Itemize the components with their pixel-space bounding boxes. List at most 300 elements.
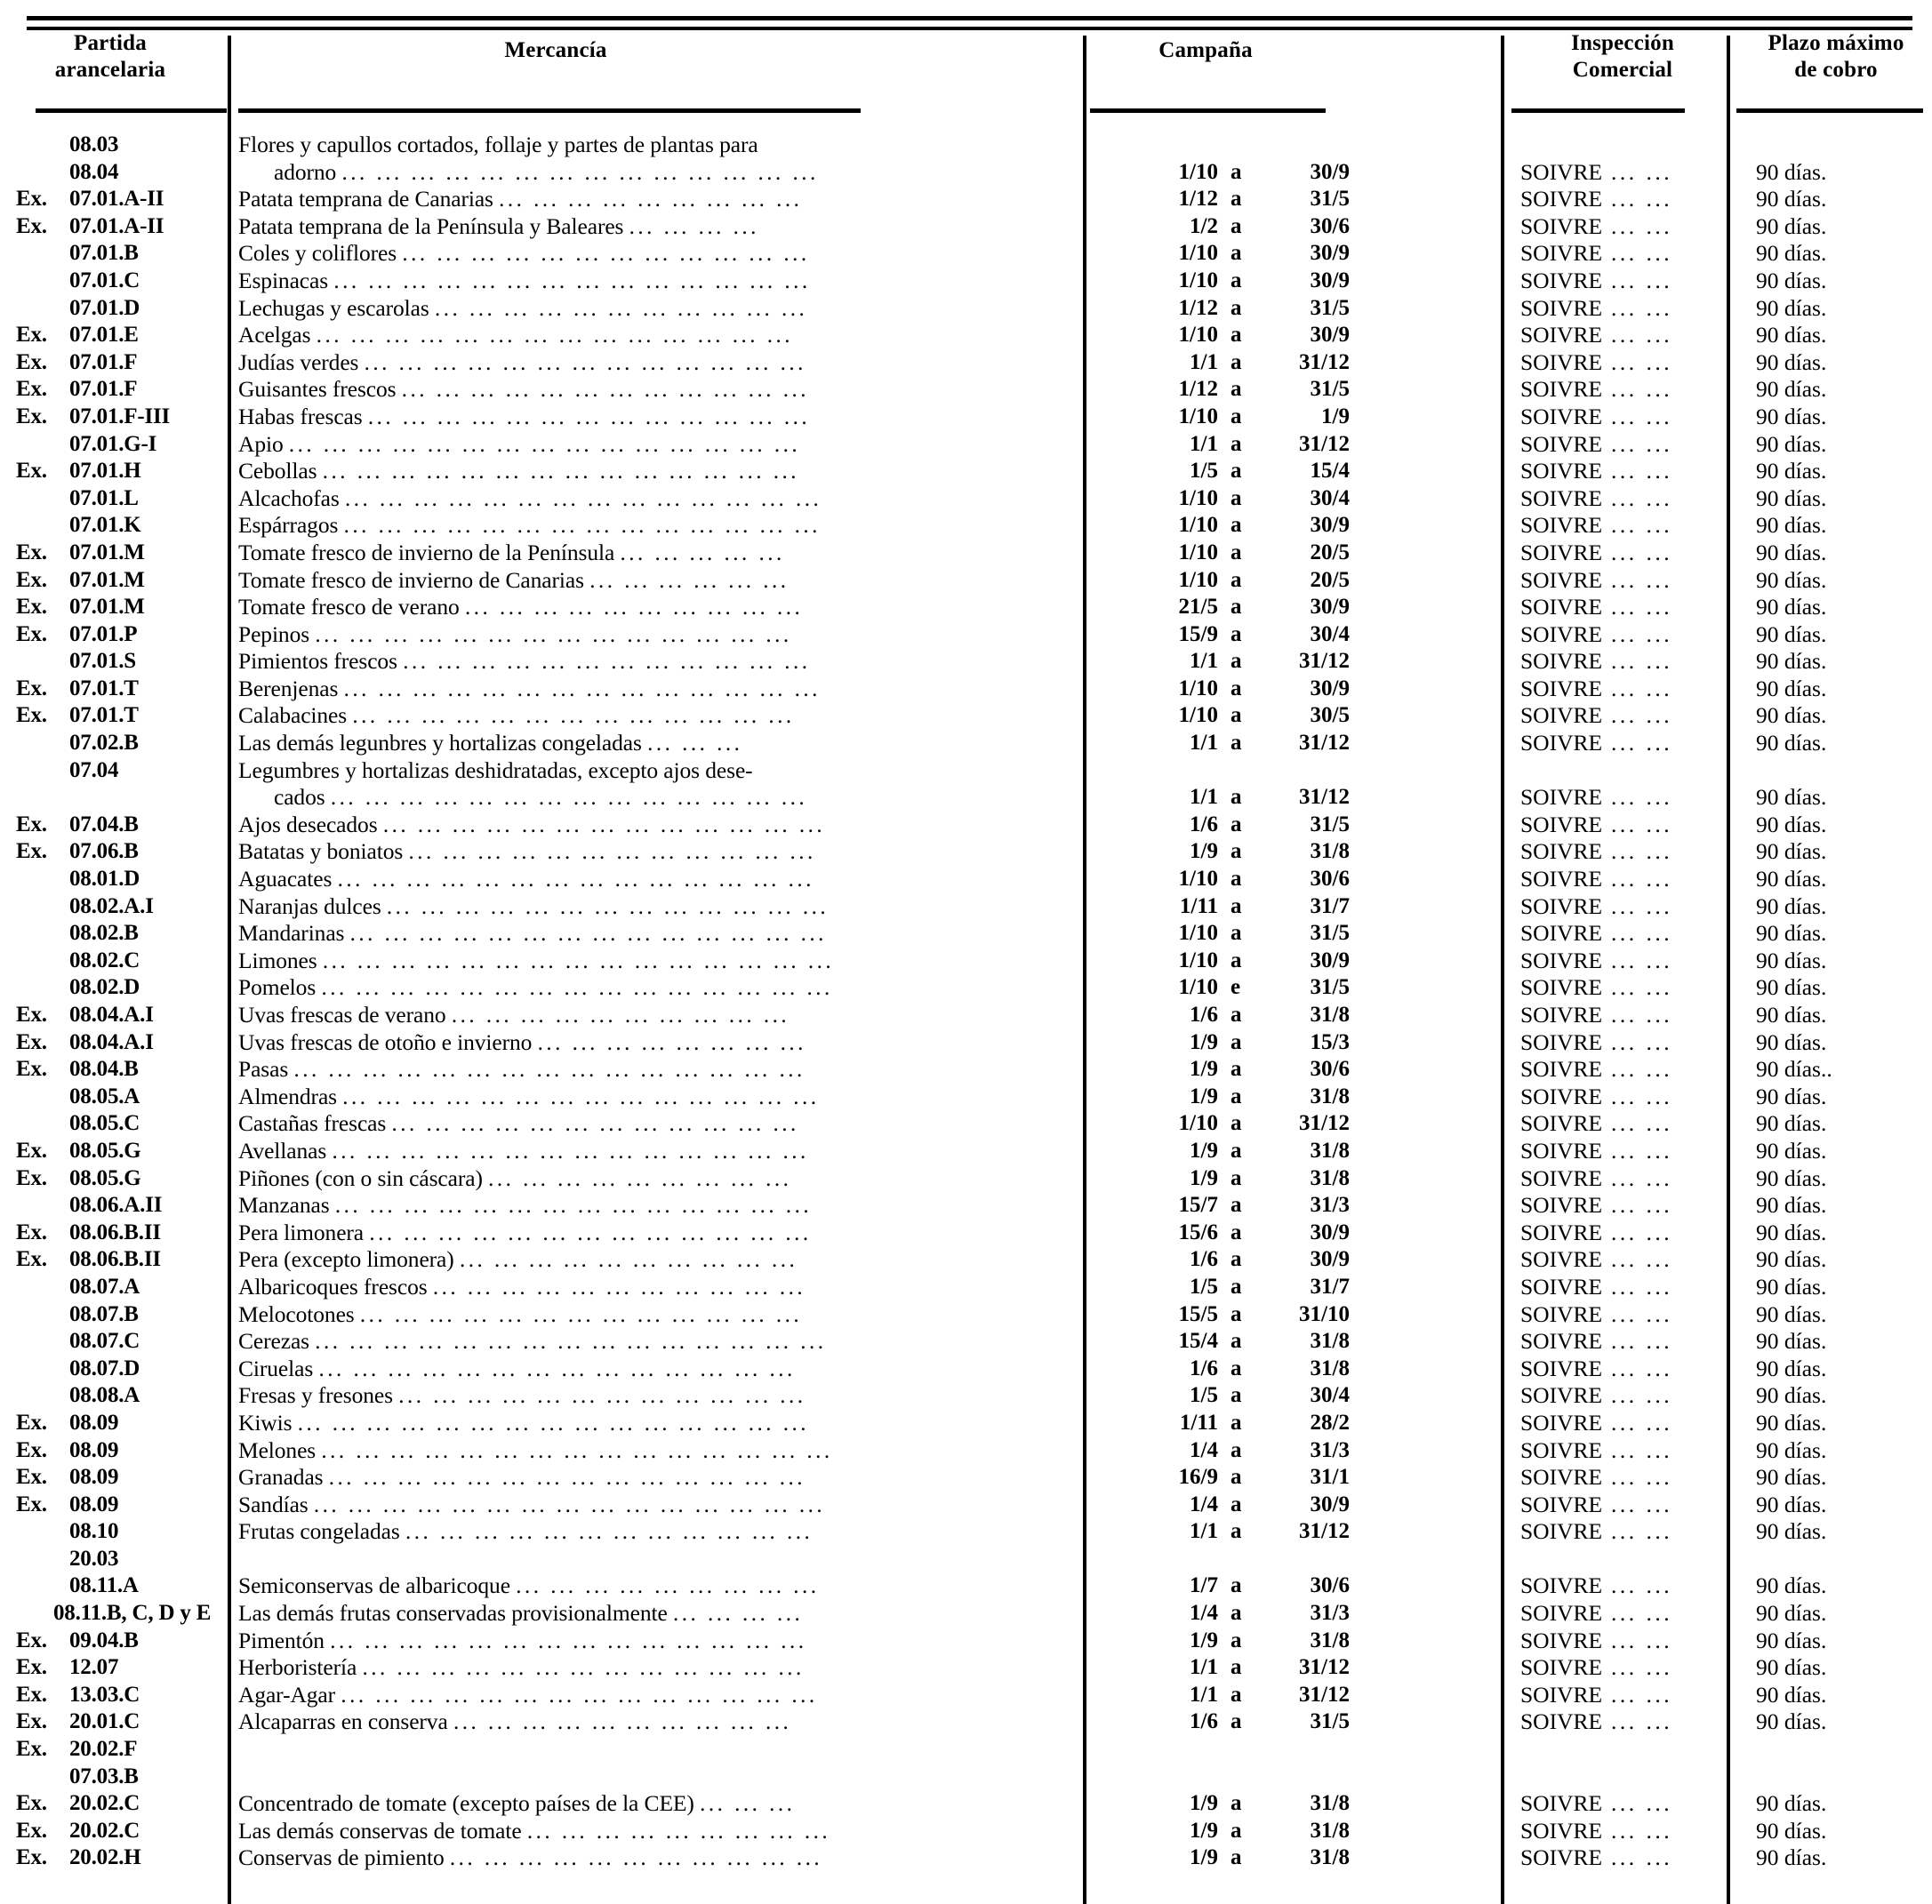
mercancia-text: Patata temprana de Canarias (238, 186, 493, 212)
inspeccion-value: SOIVRE (1520, 1600, 1603, 1627)
leader-dots: ... ... (1602, 1002, 1673, 1028)
leader-dots: ... ... ... ... ... ... ... ... (537, 1030, 806, 1055)
table-row (0, 1356, 1932, 1383)
campana-separator: a (1231, 159, 1242, 184)
plazo-value: 90 días. (1756, 1083, 1827, 1109)
mercancia-text: Sandías (238, 1491, 309, 1517)
partida-code: 07.01.M (69, 540, 145, 564)
cell-inspeccion (1520, 1410, 1732, 1436)
campana-end-date: 31/8 (1310, 1329, 1350, 1354)
partida-code: 08.06.B.II (69, 1247, 161, 1272)
campana-start-date: 15/4 (1178, 1329, 1218, 1354)
cell-inspeccion (1520, 1002, 1732, 1028)
cell-plazo (1756, 730, 1929, 756)
cell-plazo (1756, 974, 1929, 1001)
plazo-value: 90 días. (1756, 512, 1827, 539)
campana-end-date: 30/9 (1310, 323, 1350, 348)
plazo-value: 90 días. (1756, 947, 1827, 973)
mercancia-text: Tomate fresco de invierno de la Península (238, 539, 615, 565)
cell-plazo (1756, 1790, 1929, 1817)
leader-dots: ... ... ... ... ... ... ... ... ... ... ... (449, 1846, 823, 1871)
campana-separator: a (1231, 1165, 1242, 1190)
partida-ex-prefix: Ex. (16, 1628, 47, 1652)
leader-dots: ... ... (1602, 1844, 1673, 1871)
cell-plazo (1756, 1056, 1929, 1083)
partida-ex-prefix: Ex. (16, 676, 47, 700)
campana-start-date: 1/10 (1178, 241, 1218, 266)
mercancia-text: Pimentón (238, 1627, 325, 1653)
cell-mercancia (238, 349, 873, 377)
leader-dots: ... ... ... ... ... ... ... ... ... ... ... ... ... ... (349, 922, 827, 947)
partida-ex-prefix: Ex. (16, 703, 47, 728)
campana-start-date: 1/10 (1178, 676, 1218, 700)
leader-dots: ... ... (1602, 620, 1673, 647)
mercancia-text: Las demás conservas de tomate (238, 1817, 522, 1844)
partida-ex-prefix: Ex. (16, 404, 47, 428)
leader-dots: ... ... ... ... ... ... ... ... ... ... ... ... ... ... ... (321, 1438, 833, 1463)
partida-code: 07.01.K (69, 513, 141, 538)
cell-mercancia (238, 240, 873, 268)
plazo-value: 90 días. (1756, 1708, 1827, 1735)
campana-start-date: 21/5 (1178, 595, 1218, 620)
cell-mercancia (238, 1246, 873, 1274)
cell-mercancia (238, 974, 873, 1002)
cell-mercancia (238, 1274, 873, 1301)
inspeccion-value: SOIVRE (1520, 1654, 1603, 1681)
table-row (0, 621, 1932, 649)
cell-inspeccion (1520, 866, 1732, 892)
cell-inspeccion (1520, 1437, 1732, 1464)
campana-start-date: 1/10 (1178, 513, 1218, 538)
partida-code: 07.01.H (69, 459, 141, 484)
leader-dots: ... ... ... ... ... ... ... ... ... ... ... ... ... ... ... (321, 976, 833, 1001)
campana-separator: a (1231, 431, 1242, 456)
leader-dots: ... ... (1602, 1273, 1673, 1300)
cell-plazo (1756, 1328, 1929, 1355)
campana-start-date: 1/10 (1178, 404, 1218, 428)
mercancia-text: Manzanas (238, 1192, 330, 1219)
campana-start-date: 1/10 (1178, 867, 1218, 892)
leader-dots: ... ... ... ... ... ... ... ... ... ... (459, 1248, 798, 1273)
campana-end-date: 30/9 (1310, 159, 1350, 184)
partida-ex-prefix: Ex. (16, 1437, 47, 1462)
partida-ex-prefix: Ex. (16, 1791, 47, 1816)
campana-separator: a (1231, 295, 1242, 320)
leader-dots: ... ... (1602, 594, 1673, 620)
campana-separator: a (1231, 187, 1242, 212)
plazo-value: 90 días. (1756, 594, 1827, 620)
campana-separator: a (1231, 1492, 1242, 1516)
plazo-value: 90 días. (1756, 539, 1827, 565)
mercancia-text: cados (274, 784, 325, 811)
plazo-value: 90 días. (1756, 1002, 1827, 1028)
campana-separator: a (1231, 1655, 1242, 1680)
leader-dots: ... ... (1602, 484, 1673, 511)
mercancia-text: Pasas (238, 1056, 289, 1083)
plazo-value: 90 días. (1756, 920, 1827, 947)
campana-end-date: 30/9 (1310, 676, 1350, 700)
plazo-value: 90 días. (1756, 566, 1827, 593)
campana-end-date: 30/9 (1310, 268, 1350, 292)
campana-end-date: 30/9 (1310, 1247, 1350, 1272)
partida-ex-prefix: Ex. (16, 187, 47, 212)
table-body (0, 132, 1932, 1872)
cell-inspeccion (1520, 893, 1732, 920)
mercancia-text: Frutas congeladas (238, 1518, 400, 1545)
inspeccion-value: SOIVRE (1520, 594, 1603, 620)
partida-code: 08.09 (69, 1410, 119, 1435)
inspeccion-value: SOIVRE (1520, 1518, 1603, 1545)
cell-mercancia (238, 1464, 873, 1492)
campana-end-date: 1/9 (1321, 404, 1350, 428)
table-row (0, 1056, 1932, 1084)
campana-separator: a (1231, 839, 1242, 864)
table-row (0, 730, 1932, 757)
inspeccion-value: SOIVRE (1520, 1436, 1603, 1463)
campana-start-date: 1/5 (1190, 1274, 1218, 1299)
leader-dots: ... ... ... ... ... ... ... ... ... ... ... ... ... ... (343, 676, 821, 701)
leader-dots: ... ... ... ... ... ... ... ... ... ... ... ... ... ... ... (288, 432, 801, 457)
leader-dots: ... ... (1602, 1708, 1673, 1735)
plazo-value: 90 días. (1756, 1844, 1827, 1871)
cell-inspeccion (1520, 1165, 1732, 1192)
cell-mercancia (238, 1518, 873, 1546)
campana-start-date: 1/1 (1190, 431, 1218, 456)
plazo-value: 90 días. (1756, 267, 1827, 293)
mercancia-text: Uvas frescas de verano (238, 1002, 446, 1028)
partida-code: 08.05.G (69, 1138, 141, 1163)
leader-dots: ... ... ... ... ... ... (589, 568, 790, 593)
cell-plazo (1756, 702, 1929, 729)
leader-dots: ... ... (1602, 1817, 1673, 1844)
partida-code: 07.04 (69, 757, 119, 782)
leader-dots: ... ... ... ... ... ... ... ... ... ... ... ... (402, 242, 810, 267)
partida-ex-prefix: Ex. (16, 1165, 47, 1190)
partida-code: 08.09 (69, 1465, 119, 1490)
mercancia-text: Pimientos frescos (238, 648, 397, 675)
partida-code: 07.01.L (69, 485, 139, 510)
table-row (0, 1274, 1932, 1301)
partida-code: 09.04.B (69, 1628, 139, 1652)
inspeccion-value: SOIVRE (1520, 1844, 1603, 1871)
mercancia-text: Ciruelas (238, 1355, 314, 1381)
campana-end-date: 31/8 (1310, 1356, 1350, 1380)
campana-end-date: 30/9 (1310, 1492, 1350, 1516)
plazo-value: 90 días. (1756, 322, 1827, 348)
inspeccion-value: SOIVRE (1520, 1572, 1603, 1599)
mercancia-text: Legumbres y hortalizas deshidratadas, excepto ajos dese- (238, 756, 753, 783)
campana-separator: a (1231, 1111, 1242, 1136)
leader-dots: ... ... ... ... ... ... ... ... ... (516, 1574, 820, 1599)
leader-dots: ... ... ... ... ... ... ... ... ... ... ... ... ... ... (328, 1466, 806, 1491)
partida-ex-prefix: Ex. (16, 1655, 47, 1680)
campana-separator: a (1231, 1329, 1242, 1354)
cell-inspeccion (1520, 1572, 1732, 1599)
table-row (0, 159, 1932, 187)
plazo-value: 90 días. (1756, 1273, 1827, 1300)
leader-dots: ... ... ... ... (629, 214, 759, 239)
cell-plazo (1756, 784, 1929, 811)
leader-dots: ... ... ... (700, 1792, 796, 1817)
cell-mercancia (238, 295, 873, 323)
cell-mercancia (238, 866, 873, 893)
leader-dots: ... ... ... ... ... ... ... ... ... ... ... ... ... ... (341, 160, 819, 185)
campana-separator: a (1231, 1628, 1242, 1652)
campana-separator: a (1231, 785, 1242, 810)
campana-start-date: 1/1 (1190, 731, 1218, 756)
mercancia-text: Fresas y fresones (238, 1382, 393, 1409)
cell-plazo (1756, 1410, 1929, 1436)
plazo-value: 90 días. (1756, 784, 1827, 811)
leader-dots: ... ... ... ... (672, 1602, 804, 1627)
plazo-value: 90 días. (1756, 1110, 1827, 1137)
campana-separator: a (1231, 1573, 1242, 1598)
campana-start-date: 1/10 (1178, 948, 1218, 972)
leader-dots: ... ... (1602, 947, 1673, 973)
campana-end-date: 31/12 (1299, 1682, 1350, 1707)
leader-dots: ... ... (1602, 974, 1673, 1001)
leader-dots: ... ... ... ... ... ... ... ... ... ... ... ... ... ... ... (315, 1330, 827, 1355)
table-row (0, 268, 1932, 295)
inspeccion-value: SOIVRE (1520, 1246, 1603, 1273)
partida-ex-prefix: Ex. (16, 812, 47, 836)
cell-mercancia (238, 1818, 873, 1845)
leader-dots: ... ... (1602, 566, 1673, 593)
campana-end-date: 31/7 (1310, 1274, 1350, 1299)
campana-end-date: 20/5 (1310, 540, 1350, 564)
cell-inspeccion (1520, 485, 1732, 512)
mercancia-text: Cebollas (238, 458, 317, 484)
leader-dots: ... ... ... ... ... ... ... ... ... ... ... ... ... ... (341, 1683, 818, 1708)
plazo-value: 90 días. (1756, 1300, 1827, 1327)
partida-ex-prefix: Ex. (16, 540, 47, 564)
campana-end-date: 28/2 (1310, 1410, 1350, 1435)
plazo-value: 90 días. (1756, 675, 1827, 701)
cell-inspeccion (1520, 1220, 1732, 1246)
campana-start-date: 1/9 (1190, 1845, 1218, 1870)
leader-dots: ... ... (1602, 1436, 1673, 1463)
plazo-value: 90 días. (1756, 1654, 1827, 1681)
leader-dots: ... ... ... ... ... ... ... ... ... (488, 1166, 792, 1191)
cell-mercancia (238, 186, 873, 213)
cell-plazo (1756, 322, 1929, 348)
campana-start-date: 1/10 (1178, 540, 1218, 564)
campana-separator: a (1231, 513, 1242, 538)
partida-ex-prefix: Ex. (16, 377, 47, 402)
mercancia-text: Flores y capullos cortados, follaje y partes de plantas para (238, 132, 758, 157)
cell-plazo (1756, 1464, 1929, 1491)
cell-mercancia (238, 159, 873, 187)
inspeccion-value: SOIVRE (1520, 1219, 1603, 1245)
campana-start-date: 1/12 (1178, 187, 1218, 212)
mercancia-text: Castañas frescas (238, 1110, 387, 1137)
table-header-row (0, 32, 1932, 100)
inspeccion-value: SOIVRE (1520, 620, 1603, 647)
cell-plazo (1756, 404, 1929, 430)
partida-code: 07.03.B (69, 1764, 139, 1788)
mercancia-text: Almendras (238, 1083, 337, 1109)
inspeccion-value: SOIVRE (1520, 539, 1603, 565)
mercancia-text: Las demás frutas conservadas provisionalmente (238, 1600, 668, 1627)
mercancia-text: Tomate fresco de verano (238, 594, 460, 620)
campana-end-date: 30/4 (1310, 621, 1350, 646)
campana-separator: a (1231, 1247, 1242, 1272)
plazo-value: 90 días. (1756, 811, 1827, 837)
mercancia-text: Uvas frescas de otoño e invierno (238, 1028, 533, 1055)
leader-dots: ... ... (1602, 186, 1673, 212)
header-partida-line2: arancelaria (54, 58, 166, 82)
leader-dots: ... ... ... ... ... ... ... ... ... ... ... ... ... ... (332, 1139, 809, 1164)
campana-separator: a (1231, 731, 1242, 756)
campana-end-date: 31/8 (1310, 1138, 1350, 1163)
partida-code: 07.01.F-III (69, 404, 171, 428)
campana-start-date: 1/1 (1190, 649, 1218, 674)
leader-dots: ... ... (1602, 512, 1673, 539)
table-row (0, 404, 1932, 431)
table-row (0, 376, 1932, 404)
table-row (0, 431, 1932, 459)
campana-end-date: 31/8 (1310, 1003, 1350, 1027)
leader-dots: ... ... (1602, 1219, 1673, 1245)
plazo-value: 90 días. (1756, 974, 1827, 1001)
cell-mercancia (238, 512, 873, 540)
leader-dots: ... ... ... ... ... ... ... ... ... ... ... ... ... (367, 404, 811, 429)
partida-ex-prefix: Ex. (16, 1003, 47, 1027)
campana-end-date: 31/8 (1310, 1084, 1350, 1108)
table-row (0, 458, 1932, 485)
campana-start-date: 1/9 (1190, 1138, 1218, 1163)
campana-separator: a (1231, 540, 1242, 564)
mercancia-text: Las demás legunbres y hortalizas congeladas (238, 730, 642, 756)
campana-end-date: 30/9 (1310, 948, 1350, 972)
cell-mercancia (238, 1708, 873, 1736)
leader-dots: ... ... (1602, 1300, 1673, 1327)
leader-dots: ... ... (1602, 1790, 1673, 1817)
partida-code: 08.02.D (69, 975, 140, 1000)
leader-dots: ... ... ... ... ... ... ... ... ... ... ... ... ... ... ... (322, 948, 835, 973)
partida-ex-prefix: Ex. (16, 1682, 47, 1707)
campana-end-date: 31/1 (1310, 1465, 1350, 1490)
table-row (0, 186, 1932, 213)
leader-dots: ... ... (1602, 1137, 1673, 1164)
partida-code: 07.01.M (69, 595, 145, 620)
partida-code: 08.07.B (69, 1301, 139, 1326)
mercancia-text: Conservas de pimiento (238, 1844, 445, 1871)
campana-end-date: 31/3 (1310, 1437, 1350, 1462)
leader-dots: ... ... (1602, 1491, 1673, 1517)
cell-plazo (1756, 349, 1929, 376)
campana-start-date: 1/10 (1178, 268, 1218, 292)
table-row (0, 1301, 1932, 1329)
table-row (0, 322, 1932, 349)
table-row (0, 1192, 1932, 1220)
cell-inspeccion (1520, 1192, 1732, 1219)
campana-separator: a (1231, 893, 1242, 918)
partida-code: 08.02.A.I (69, 893, 154, 918)
table-row (0, 1029, 1932, 1057)
campana-end-date: 31/12 (1299, 1519, 1350, 1544)
partida-code: 08.02.C (69, 948, 140, 972)
mercancia-text: adorno (274, 158, 337, 185)
campana-end-date: 30/9 (1310, 595, 1350, 620)
cell-inspeccion (1520, 1274, 1732, 1300)
cell-mercancia (238, 1844, 873, 1872)
cell-inspeccion (1520, 1518, 1732, 1545)
mercancia-text: Pera (excepto limonera) (238, 1246, 454, 1273)
cell-inspeccion (1520, 948, 1732, 974)
cell-inspeccion (1520, 376, 1732, 403)
inspeccion-value: SOIVRE (1520, 1273, 1603, 1300)
leader-dots: ... ... ... ... ... ... ... ... ... ... ... ... ... (386, 894, 830, 919)
mercancia-text: Espinacas (238, 267, 329, 293)
cell-plazo (1756, 159, 1929, 186)
leader-dots: ... ... (1602, 294, 1673, 321)
leader-dots: ... ... ... ... ... ... ... ... ... ... ... ... ... ... (316, 324, 793, 348)
cell-plazo (1756, 920, 1929, 947)
leader-dots: ... ... (1602, 892, 1673, 919)
partida-code: 07.01.C (69, 268, 140, 292)
leader-dots: ... ... ... ... ... ... ... ... ... ... ... ... ... (364, 350, 806, 375)
campana-start-date: 1/4 (1190, 1492, 1218, 1516)
cell-inspeccion (1520, 621, 1732, 648)
campana-separator: a (1231, 1138, 1242, 1163)
cell-plazo (1756, 213, 1929, 240)
inspeccion-value: SOIVRE (1520, 430, 1603, 457)
cell-plazo (1756, 1138, 1929, 1164)
cell-mercancia (238, 1628, 873, 1655)
cell-inspeccion (1520, 1682, 1732, 1708)
campana-start-date: 15/7 (1178, 1193, 1218, 1218)
mercancia-text: Alcaparras en conserva (238, 1708, 448, 1735)
campana-separator: a (1231, 1220, 1242, 1244)
campana-separator: a (1231, 1057, 1242, 1082)
campana-end-date: 31/8 (1310, 1791, 1350, 1816)
partida-ex-prefix: Ex. (16, 1737, 47, 1762)
partida-ex-prefix: Ex. (16, 1247, 47, 1272)
campana-separator: a (1231, 1003, 1242, 1027)
cell-mercancia (238, 485, 873, 513)
campana-separator: a (1231, 595, 1242, 620)
table-row (0, 594, 1932, 621)
plazo-value: 90 días. (1756, 866, 1827, 892)
campana-separator: a (1231, 948, 1242, 972)
inspeccion-value: SOIVRE (1520, 458, 1603, 484)
cell-mercancia (238, 1165, 873, 1193)
inspeccion-value: SOIVRE (1520, 1083, 1603, 1109)
partida-code: 08.05.A (69, 1084, 140, 1108)
campana-separator: a (1231, 1791, 1242, 1816)
campana-start-date: 1/6 (1190, 1247, 1218, 1272)
campana-start-date: 15/6 (1178, 1220, 1218, 1244)
leader-dots: ... ... ... ... ... ... ... ... ... ... (451, 1004, 790, 1028)
mercancia-text: Judías verdes (238, 348, 359, 375)
partida-code: 07.01.T (69, 676, 139, 700)
campana-end-date: 30/9 (1310, 241, 1350, 266)
table-row (0, 1410, 1932, 1437)
leader-dots: ... ... ... ... ... ... ... ... ... ... ... ... ... ... (318, 1356, 796, 1381)
campana-end-date: 31/12 (1299, 1111, 1350, 1136)
partida-code: 07.01.A-II (69, 187, 164, 212)
leader-dots: ... ... ... ... ... ... ... ... ... ... ... ... ... ... (342, 1084, 820, 1109)
campana-start-date: 1/10 (1178, 485, 1218, 510)
leader-dots: ... ... (1602, 403, 1673, 429)
partida-code: 07.01.G-I (69, 431, 157, 456)
campana-start-date: 1/11 (1179, 893, 1218, 918)
table-row (0, 1572, 1932, 1600)
mercancia-text: Pera limonera (238, 1219, 365, 1245)
tariff-table (0, 31, 1932, 1871)
table-row (0, 1464, 1932, 1492)
